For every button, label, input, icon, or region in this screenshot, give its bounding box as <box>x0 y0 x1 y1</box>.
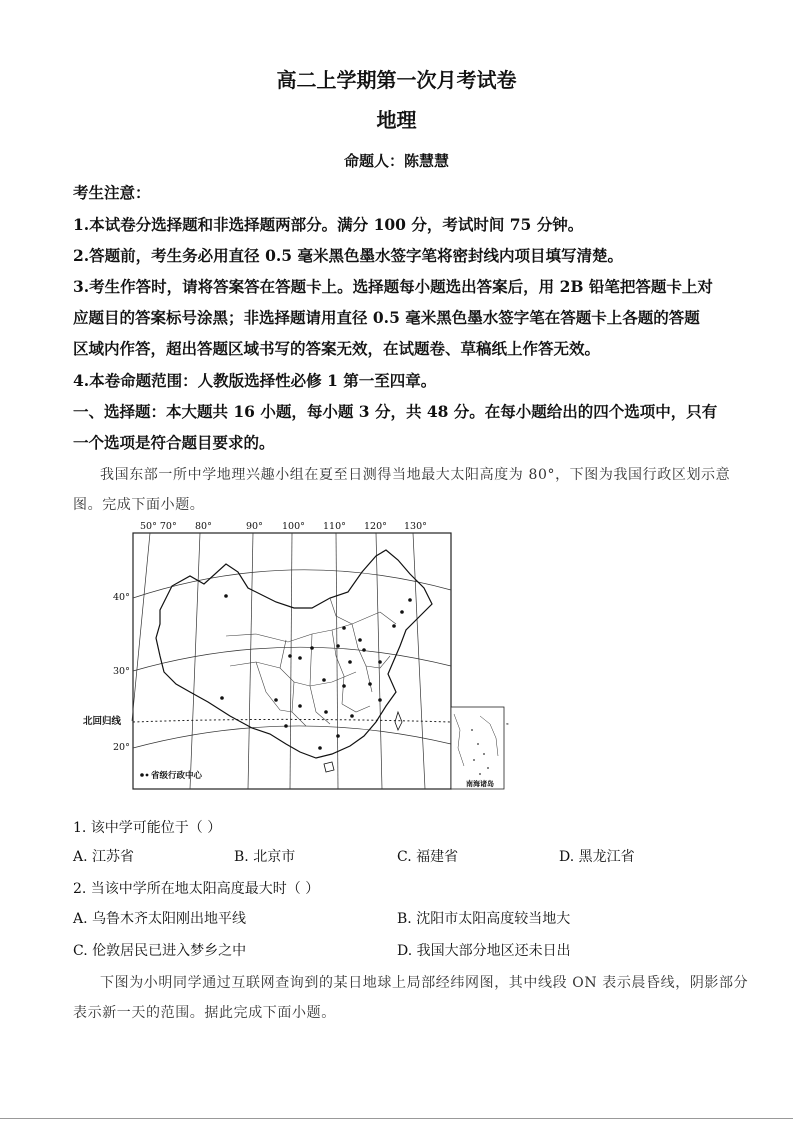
lat-label-20: 20° <box>113 742 130 753</box>
q1-option-d[interactable]: D. 黑龙江省 <box>559 849 635 865</box>
china-admin-map <box>80 516 510 794</box>
q2-option-c[interactable]: C. 伦敦居民已进入梦乡之中 <box>73 943 247 959</box>
section-heading: 一、选择题：本大题共 16 小题，每小题 3 分，共 48 分。在每小题给出的四个选项中，只有 <box>73 402 718 421</box>
lon-label-130: 130° <box>404 521 427 532</box>
q2-option-d[interactable]: D. 我国大部分地区还未日出 <box>397 943 571 959</box>
notice-item-3: 3.考生作答时，请将答案答在答题卡上。选择题每小题选出答案后，用 2B 铅笔把答题卡上对 <box>73 277 713 296</box>
passage-2-line-1: 下图为小明同学通过互联网查询到的某日地球上局部经纬网图，其中线段 ON 表示晨昏线，阴影部分 <box>100 975 749 991</box>
legend-label: 省级行政中心 <box>151 771 203 781</box>
notice-item-4: 4.本卷命题范围：人教版选择性必修 1 第一至四章。 <box>73 371 437 390</box>
lon-label-120: 120° <box>364 521 387 532</box>
question-2-stem: 2. 当该中学所在地太阳高度最大时（ ） <box>73 881 320 897</box>
subject-title: 地理 <box>376 108 417 132</box>
question-1-stem: 1. 该中学可能位于（ ） <box>73 820 222 836</box>
passage-1-line-1: 我国东部一所中学地理兴趣小组在夏至日测得当地最大太阳高度为 80°，下图为我国行政区划示意 <box>100 467 731 483</box>
section-heading-cont: 一个选项是符合题目要求的。 <box>73 433 275 452</box>
q1-option-b[interactable]: B. 北京市 <box>234 849 296 865</box>
lat-label-30: 30° <box>113 666 130 677</box>
notice-item-3-cont-1: 应题目的答案标号涂黑；非选择题请用直径 0.5 毫米黑色墨水签字笔在答题卡上各题的答题 <box>73 308 700 327</box>
notice-item-2: 2.答题前，考生务必用直径 0.5 毫米黑色墨水签字笔将密封线内项目填写清楚。 <box>73 246 623 265</box>
tropic-label: 北回归线 <box>83 716 122 727</box>
lon-label-50-70: 50° 70° <box>140 521 177 532</box>
notice-item-1: 1.本试卷分选择题和非选择题两部分。满分 100 分，考试时间 75 分钟。 <box>73 215 584 234</box>
q1-option-a[interactable]: A. 江苏省 <box>73 849 135 865</box>
lon-label-100: 100° <box>282 521 305 532</box>
lon-label-110: 110° <box>323 521 346 532</box>
q2-option-a[interactable]: A. 乌鲁木齐太阳刚出地平线 <box>73 911 247 927</box>
exam-title: 高二上学期第一次月考试卷 <box>276 68 517 92</box>
inset-label: 南海诸岛 <box>466 779 494 788</box>
lon-label-90: 90° <box>246 521 263 532</box>
q2-option-b[interactable]: B. 沈阳市太阳高度较当地大 <box>397 911 571 927</box>
passage-1-line-2: 图。完成下面小题。 <box>73 497 205 513</box>
page-bottom-divider <box>0 1118 793 1119</box>
notice-heading: 考生注意： <box>73 183 151 202</box>
passage-2-line-2: 表示新一天的范围。据此完成下面小题。 <box>73 1005 336 1021</box>
notice-item-3-cont-2: 区域内作答，超出答题区域书写的答案无效，在试题卷、草稿纸上作答无效。 <box>73 339 601 358</box>
lon-label-80: 80° <box>195 521 212 532</box>
author-line: 命题人：陈慧慧 <box>343 152 449 170</box>
lat-label-40: 40° <box>113 592 130 603</box>
south-sea-inset <box>451 707 504 789</box>
q1-option-c[interactable]: C. 福建省 <box>397 849 459 865</box>
